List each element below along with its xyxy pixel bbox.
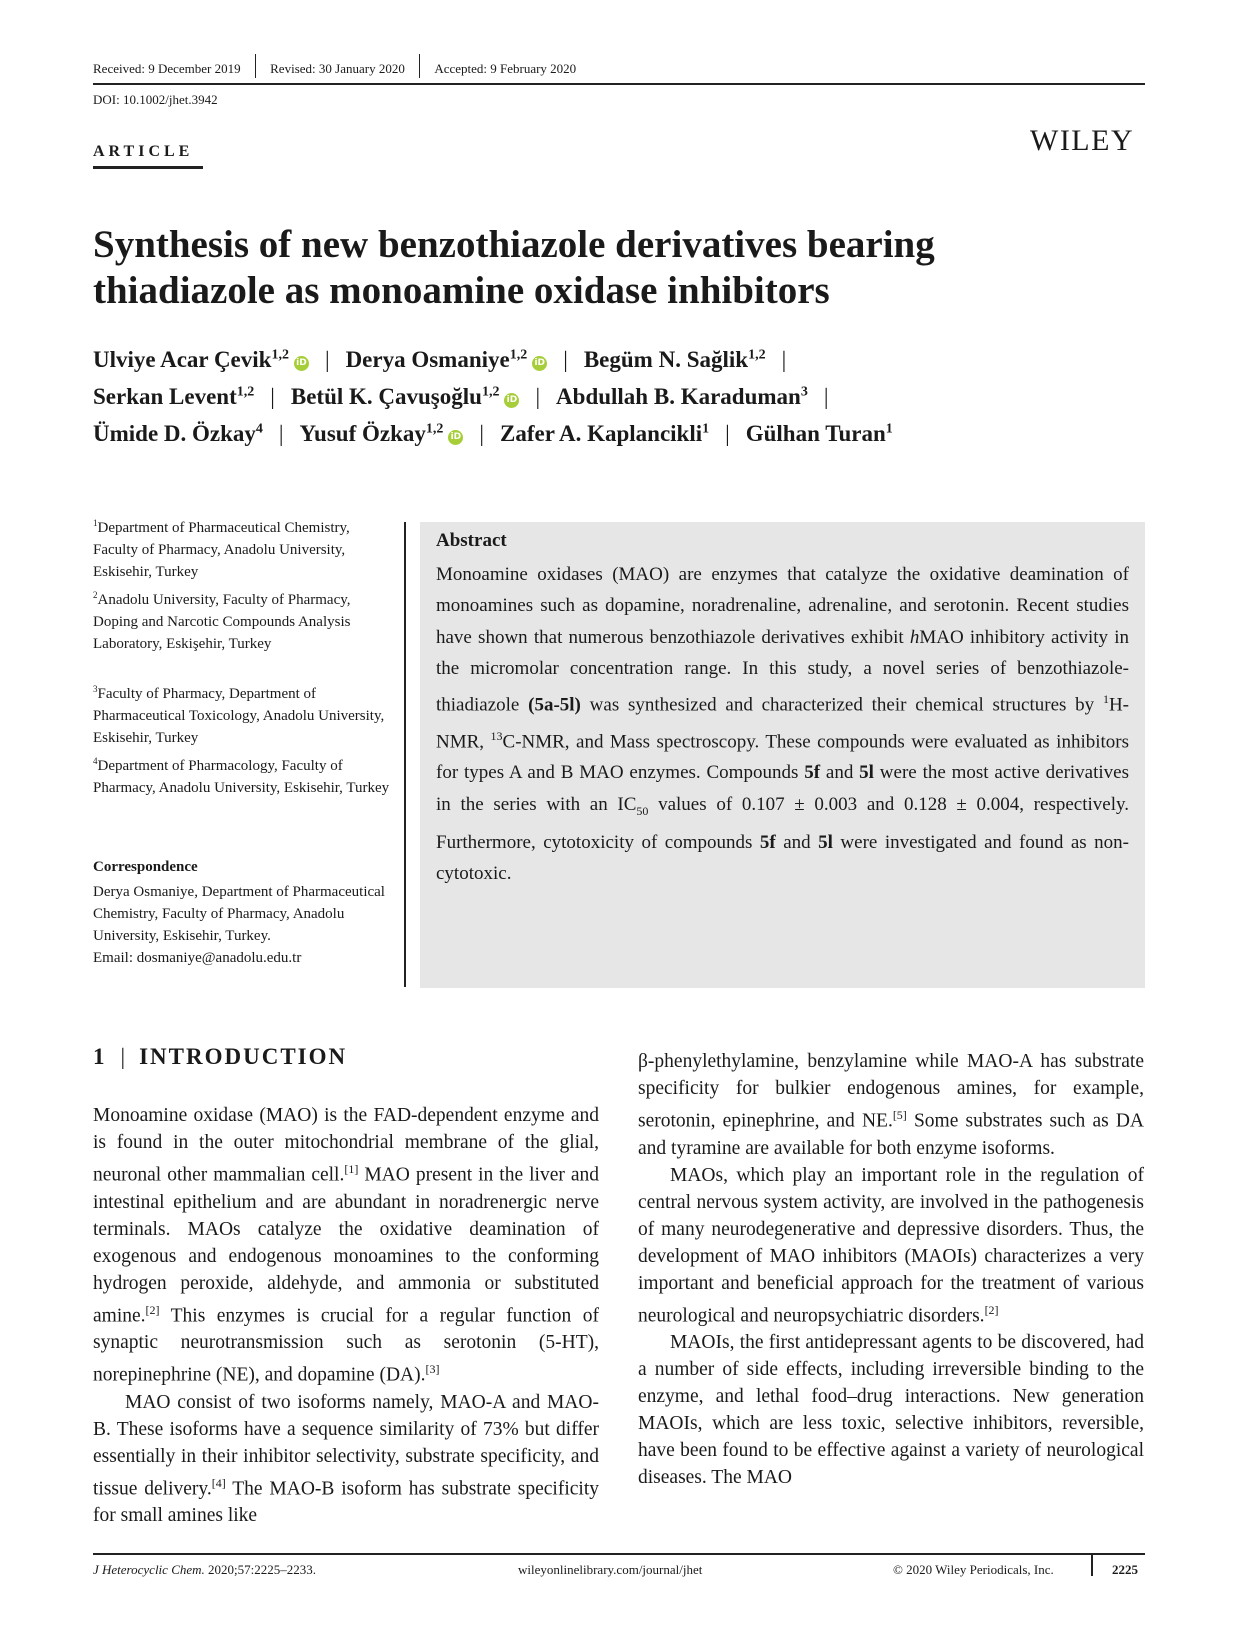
article-title: Synthesis of new benzothiazole derivatives bearing thiadiazole as monoamine oxidase inhibitors [93,223,935,312]
paragraph: MAO consist of two isoforms namely, MAO-A and MAO-B. These isoforms have a sequence similarity of 73% but differ essentially in their inhibitor selectivity, substrate specificity, and tissue delivery.[4] The MAO-B isoform has substrate specificity for small amines like [93,1391,599,1526]
footer-copyright: © 2020 Wiley Periodicals, Inc. [893,1562,1054,1577]
author-line-3: Ümide D. Özkay$^4$ | Yusuf Özkay$^{1,2}$iD | Zafer A. Kaplancikli$^1$ | Gülhan Turan$^1$ [93,421,893,446]
author[interactable]: Gülhan Turan$^1$ [745,421,893,446]
citation-link[interactable]: [3] [425,1362,440,1376]
received-date: Received: 9 December 2019 [93,61,241,76]
author-line-1: Ulviye Acar Çevik$^{1,2}$iD | Derya Osmaniye$^{1,2}$iD | Begüm N. Sağlik$^{1,2}$ | [93,347,787,372]
author[interactable]: Serkan Levent$^{1,2}$ [93,384,255,409]
correspondence-email[interactable]: Email: dosmaniye@anadolu.edu.tr [93,950,302,966]
header-rule [93,83,1145,85]
correspondence-address: Derya Osmaniye, Department of Pharmaceutical Chemistry, Faculty of Pharmacy, Anadolu University, Eskisehir, Turkey. [93,884,385,944]
article-type: ARTICLE [93,143,194,160]
author[interactable]: Derya Osmaniye$^{1,2}$iD [346,347,548,372]
abstract-heading: Abstract [436,530,507,551]
correspondence [93,881,393,969]
footer-rule [93,1553,1145,1555]
paragraph: MAOs, which play an important role in the regulation of central nervous system activity, are involved in the pathogenesis of many neurodegenerative and depressive disorders. Thus, the development of MAO inhibitors (MAOIs) characterizes a very important and beneficial approach for the treatment of various neurological and neuropsychiatric disorders.[2] [638,1164,1144,1326]
affiliation: $^3$Faculty of Pharmacy, Department of Pharmaceutical Toxicology, Anadolu University, Eskisehir, Turkey [93,684,385,746]
article-type-underline [93,166,203,169]
author[interactable]: Ulviye Acar Çevik$^{1,2}$iD [93,347,309,372]
affiliation: $^2$Anadolu University, Faculty of Pharmacy, Doping and Narcotic Compounds Analysis Laboratory, Eskişehir, Turkey [93,590,351,652]
author[interactable]: Yusuf Özkay$^{1,2}$iD [300,421,464,446]
abstract-text: Monoamine oxidases (MAO) are enzymes that catalyze the oxidative deamination of monoamines such as dopamine, noradrenaline, adrenaline, and serotonin. Recent studies have shown that numerous benzothiazole derivatives exhibit hMAO inhibitory activity in the micromolar concentration range. In this study, a novel series of benzothiazole-thiadiazole (5a-5l) was synthesized and characterized their chemical structures by $^1$H-NMR, $^{13}$C-NMR, and Mass spectroscopy. These compounds were evaluated as inhibitors for types A and B MAO enzymes. Compounds 5f and 5l were the most active derivatives in the series with an $IC_{50}$ values of 0.107 ± 0.003 and 0.128 ± 0.004, respectively. Furthermore, cytotoxicity of compounds 5f and 5l were investigated and found as non-cytotoxic. [436,564,1130,885]
citation-link[interactable]: [2] [984,1302,999,1317]
citation-link[interactable]: [2] [145,1302,160,1317]
orcid-icon[interactable]: iD [532,356,547,371]
paragraph: MAOIs, the first antidepressant agents to be discovered, had a number of side effects, including irreversible binding to the enzyme, and lethal food–drug interactions. New generation MAOIs, which are less toxic, selective inhibitors, reversible, have been found to be effective against a variety of neurological diseases. The MAO [638,1332,1144,1488]
page-number: 2225 [1112,1562,1138,1577]
publication-dates [93,60,590,78]
doi: DOI: 10.1002/jhet.3942 [93,92,218,107]
accepted-date: Accepted: 9 February 2020 [434,61,577,76]
author[interactable]: Betül K. Çavuşoğlu$^{1,2}$iD [291,384,520,409]
citation-link[interactable]: [4] [211,1475,226,1490]
body-column-left [93,1102,599,1529]
section-heading: 1 | INTRODUCTION [93,1044,348,1069]
affiliation: $^4$Department of Pharmacology, Faculty of Pharmacy, Anadolu University, Eskisehir, Turkey [93,756,390,796]
footer-url[interactable]: wileyonlinelibrary.com/journal/jhet [518,1562,703,1577]
paragraph: β-phenylethylamine, benzylamine while MAO-A has substrate specificity for bulkier endogenous amines, for example, serotonin, epinephrine, and NE.[5] Some substrates such as DA and tyramine are available for both enzyme isoforms. [638,1051,1144,1159]
author-line-2: Serkan Levent$^{1,2}$ | Betül K. Çavuşoğlu$^{1,2}$iD | Abdullah B. Karaduman$^3$ | [93,384,829,409]
paragraph: Monoamine oxidase (MAO) is the FAD-dependent enzyme and is found in the outer mitochondrial membrane of the glial, neuronal other mammalian cell.[1] MAO present in the liver and intestinal epithelium and are abundant in noradrenergic nerve terminals. MAOs catalyze the oxidative deamination of exogenous and endogenous monoamines to the conforming hydrogen peroxide, aldehyde, and ammonia or substituted amine.[2] This enzymes is crucial for a regular function of synaptic neurotransmission such as serotonin (5-HT), norepinephrine (NE), and dopamine (DA).[3] [93,1105,599,1386]
footer-divider [1091,1554,1093,1576]
citation-link[interactable]: [5] [892,1108,907,1122]
orcid-icon[interactable]: iD [448,430,463,445]
sidebar-rule [404,522,406,987]
orcid-icon[interactable]: iD [294,356,309,371]
correspondence-heading: Correspondence [93,859,198,875]
affiliation: $^1$Department of Pharmaceutical Chemistry, Faculty of Pharmacy, Anadolu University, Eskisehir, Turkey [93,518,350,580]
author[interactable]: Zafer A. Kaplancikli$^1$ [499,421,710,446]
revised-date: Revised: 30 January 2020 [270,61,405,76]
body-column-right [638,1048,1144,1491]
publisher-logo: WILEY [1030,124,1135,157]
citation-link[interactable]: [1] [344,1162,359,1176]
author[interactable]: Begüm N. Sağlik$^{1,2}$ [583,347,766,372]
orcid-icon[interactable]: iD [504,393,519,408]
author[interactable]: Abdullah B. Karaduman$^3$ [556,384,808,409]
footer-citation: J Heterocyclic Chem. 2020;57:2225–2233. [93,1562,317,1577]
author[interactable]: Ümide D. Özkay$^4$ [93,421,263,446]
